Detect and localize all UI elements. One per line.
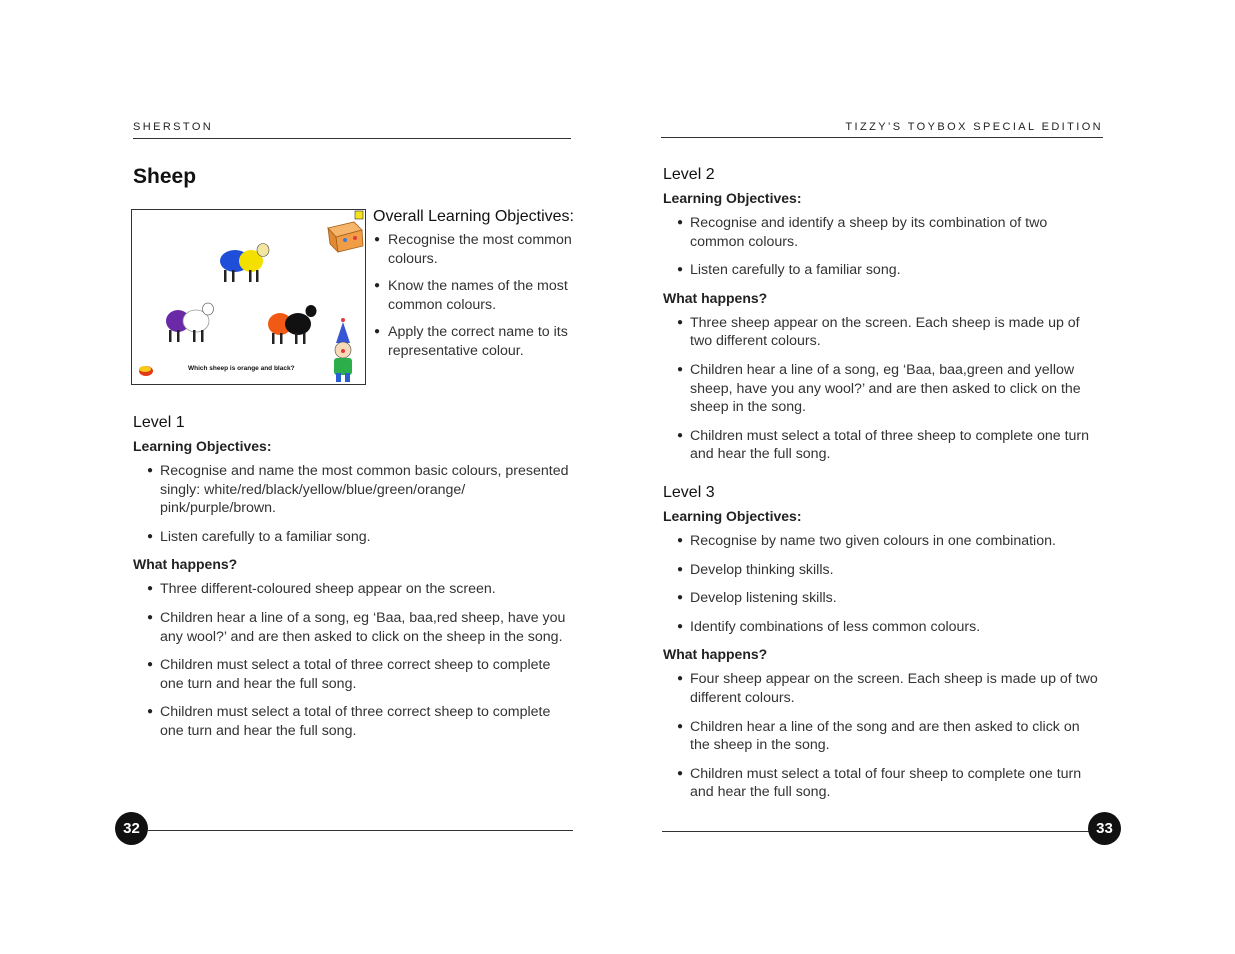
list-item: ● Listen carefully to a familiar song. [663, 261, 1103, 280]
list-item: ● Children hear a line of a song, eg ‘Baa, baa,green and yellow sheep, have you any wool?’ and are then asked to click on the sheep in the song. [663, 361, 1103, 417]
overall-objectives [373, 206, 583, 371]
header-rule-right [661, 137, 1103, 138]
activity-scene-graphic [132, 210, 365, 384]
sheep-orange-black [268, 305, 317, 344]
toybox-icon [328, 211, 363, 252]
list-item: ● Listen carefully to a familiar song. [133, 528, 573, 547]
right-page [617, 0, 1235, 954]
level2-objectives-label: Learning Objectives: [663, 190, 802, 206]
header-rule-left [133, 138, 571, 139]
level1-happens-label: What happens? [133, 556, 238, 573]
level3-objectives-list [663, 532, 1103, 636]
level1-objectives-list [133, 462, 573, 546]
level3-happens-label: What happens? [663, 646, 768, 663]
list-item: ● Recognise and name the most common basic colours, presented singly: white/red/black/yellow/blue/green/orange/ pink/purple/brown. [133, 462, 573, 518]
level2-happens-list [663, 314, 1103, 464]
overall-heading: Overall Learning Objectives: [373, 208, 574, 225]
running-head-left: SHERSTON [133, 121, 214, 133]
list-item: ● Children must select a total of four sheep to complete one turn and hear the full song. [663, 765, 1103, 802]
list-item: ● Three sheep appear on the screen. Each sheep is made up of two different colours. [663, 314, 1103, 351]
clown-character [334, 318, 352, 382]
level2-heading: Level 2 [663, 166, 715, 183]
level3-happens-list [663, 670, 1103, 802]
list-item: ● Children must select a total of three correct sheep to complete one turn and hear the full song. [133, 703, 573, 740]
list-item: ● Three different-coloured sheep appear on the screen. [133, 580, 573, 599]
page-number-right: 33 [1088, 812, 1121, 845]
list-item: ● Four sheep appear on the screen. Each sheep is made up of two different colours. [663, 670, 1103, 707]
list-item: ● Children must select a total of three sheep to complete one turn and hear the full song. [663, 427, 1103, 464]
running-head-right: TIZZY’S TOYBOX SPECIAL EDITION [845, 121, 1103, 133]
footer-rule-left [148, 830, 573, 831]
level1-section [133, 414, 573, 751]
list-item: ● Apply the correct name to its representative colour. [373, 323, 583, 360]
list-item: ● Recognise by name two given colours in one combination. [663, 532, 1103, 551]
level3-section [663, 484, 1103, 812]
level3-heading: Level 3 [663, 484, 715, 501]
sheep-blue-yellow [220, 244, 269, 283]
list-item: ● Recognise the most common colours. [373, 231, 583, 268]
level1-heading: Level 1 [133, 414, 185, 431]
list-item: ● Children must select a total of three correct sheep to complete one turn and hear the full song. [133, 656, 573, 693]
page-title: Sheep [133, 165, 197, 188]
list-item: ● Recognise and identify a sheep by its combination of two common colours. [663, 214, 1103, 251]
overall-list [373, 231, 583, 361]
footer-rule-right [662, 831, 1090, 832]
level2-happens-label: What happens? [663, 289, 768, 306]
left-page [0, 0, 617, 954]
level3-objectives-label: Learning Objectives: [663, 508, 802, 524]
list-item: ● Develop listening skills. [663, 589, 1103, 608]
list-item: ● Know the names of the most common colours. [373, 277, 583, 314]
level1-objectives-label: Learning Objectives: [133, 438, 272, 454]
activity-question: Which sheep is orange and black? [188, 365, 295, 372]
level2-section [663, 166, 1103, 474]
list-item: ● Develop thinking skills. [663, 561, 1103, 580]
activity-screenshot [131, 209, 366, 385]
level2-objectives-list [663, 214, 1103, 280]
page-number-left: 32 [115, 812, 148, 845]
level1-happens-list [133, 580, 573, 740]
list-item: ● Children hear a line of the song and are then asked to click on the sheep in the song. [663, 718, 1103, 755]
list-item: ● Children hear a line of a song, eg ‘Baa, baa,red sheep, have you any wool?’ and are then asked to click on the sheep in the song. [133, 609, 573, 646]
bird-icon [139, 366, 153, 376]
sheep-purple-white [166, 303, 214, 342]
list-item: ● Identify combinations of less common colours. [663, 618, 1103, 637]
